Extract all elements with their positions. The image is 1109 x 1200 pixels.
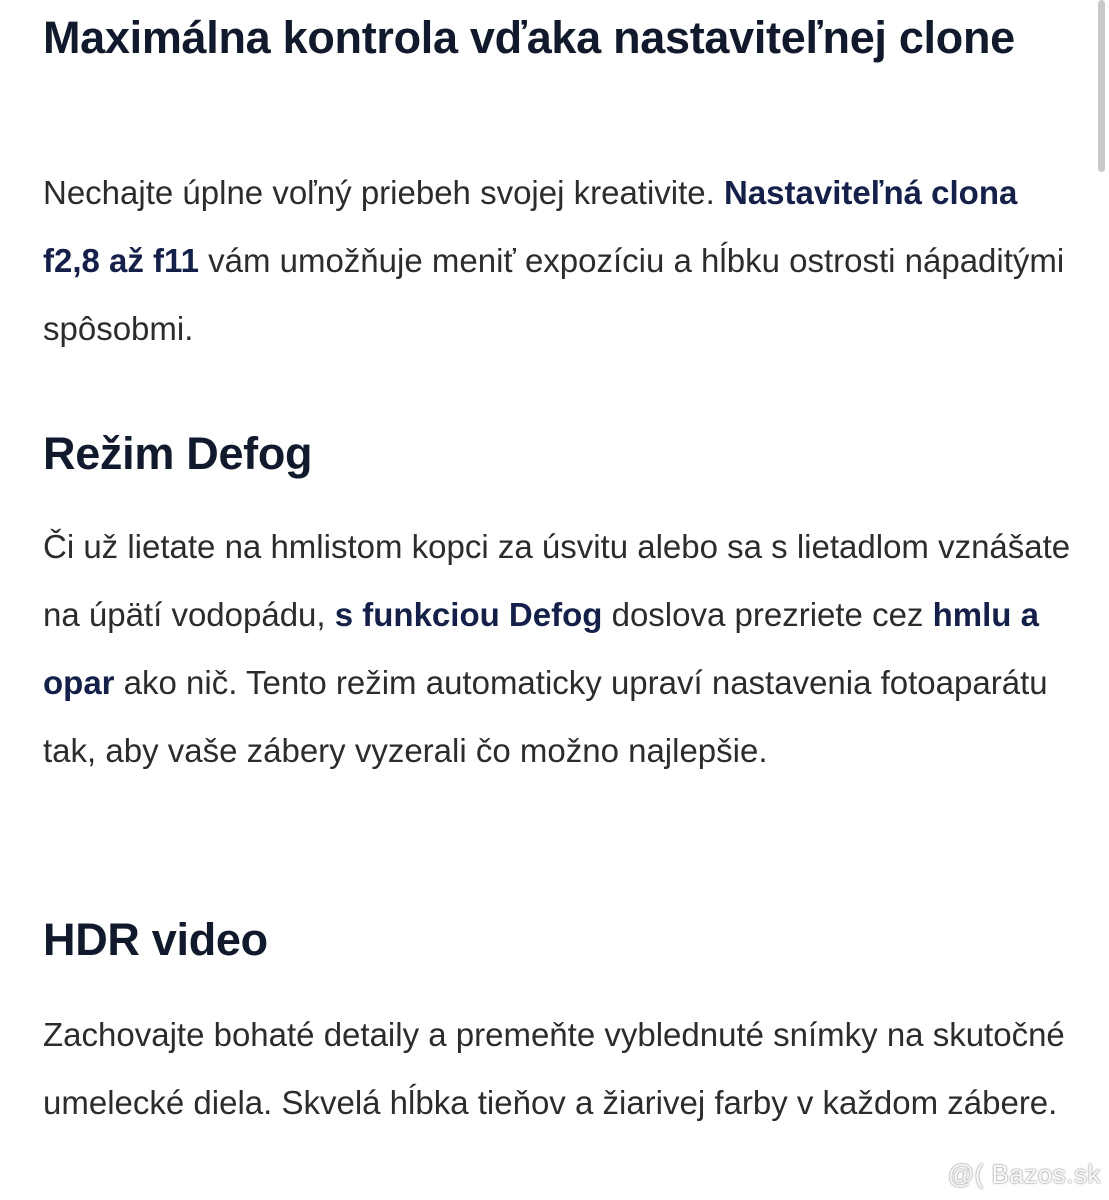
section-heading-hdr: HDR video bbox=[43, 914, 268, 965]
paragraph-text: Nechajte úplne voľný priebeh svojej kreativite. bbox=[43, 174, 724, 211]
aperture-link[interactable]: Nastaviteľná clona f2,8 až f11 bbox=[43, 174, 1018, 279]
section-paragraph-hdr: Zachovajte bohaté detaily a premeňte vyblednuté snímky na skutočné umelecké diela. Skvelá hĺbka tieňov a žiarivej farby v každom zábere. bbox=[43, 1016, 1065, 1121]
fog-haze-link[interactable]: hmlu a opar bbox=[43, 596, 1039, 701]
paragraph-text: vám umožňuje meniť expozíciu a hĺbku ostrosti nápaditými spôsobmi. bbox=[43, 242, 1065, 347]
paragraph-text: Či už lietate na hmlistom kopci za úsvitu alebo sa s lietadlom vznášate na úpätí vodopádu, bbox=[43, 528, 1071, 633]
defog-link[interactable]: s funkciou Defog bbox=[334, 596, 603, 633]
section-paragraph-aperture bbox=[43, 159, 1073, 363]
section-paragraph-defog bbox=[43, 513, 1073, 785]
section-heading-aperture: Maximálna kontrola vďaka nastaviteľnej clone bbox=[43, 12, 1015, 63]
paragraph-text: doslova prezriete cez bbox=[602, 596, 933, 633]
section-heading-defog: Režim Defog bbox=[43, 428, 313, 479]
bazos-watermark: @( Bazos.sk bbox=[947, 1159, 1101, 1189]
vertical-scrollbar[interactable] bbox=[1098, 0, 1105, 172]
paragraph-text: ako nič. Tento režim automaticky upraví nastavenia fotoaparátu tak, aby vaše zábery vyzerali čo možno najlepšie. bbox=[43, 664, 1048, 769]
